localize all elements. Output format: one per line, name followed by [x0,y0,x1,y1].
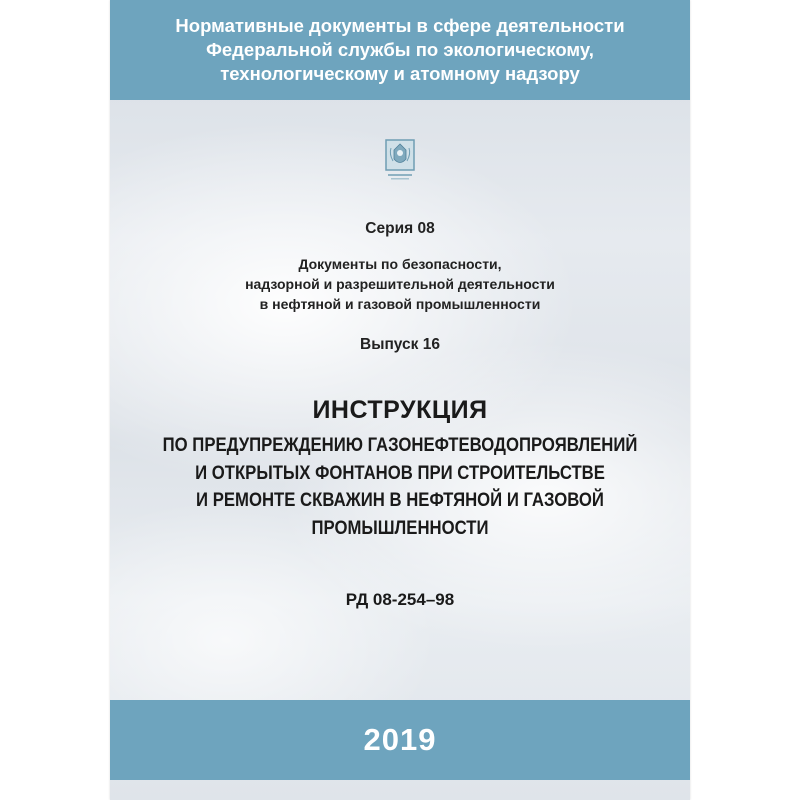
document-subtitle-line: И ОТКРЫТЫХ ФОНТАНОВ ПРИ СТРОИТЕЛЬСТВЕ [195,462,605,484]
document-code: РД 08-254–98 [345,590,455,609]
header-line: Федеральной службы по экологическому, [206,39,594,60]
document-subtitle [145,432,655,542]
book-cover [110,0,690,800]
series-label: Серия 08 [365,220,435,237]
header-line: технологическому и атомному надзору [220,63,580,84]
series-description-line: в нефтяной и газовой промышленности [259,296,541,312]
series-description-line: надзорной и разрешительной деятельности [245,276,555,292]
header-line: Нормативные документы в сфере деятельности [175,15,625,36]
document-subtitle-line: ПРОМЫШЛЕННОСТИ [311,517,489,539]
issue-label: Выпуск 16 [360,336,440,353]
document-title: ИНСТРУКЦИЯ [312,396,488,424]
series-description-line: Документы по безопасности, [298,256,502,272]
series-description [110,254,690,314]
header-band [110,0,690,100]
document-subtitle-line: И РЕМОНТЕ СКВАЖИН В НЕФТЯНОЙ И ГАЗОВОЙ [196,490,604,511]
emblem-icon [385,139,415,183]
document-subtitle-line: ПО ПРЕДУПРЕЖДЕНИЮ ГАЗОНЕФТЕВОДОПРОЯВЛЕНИЙ [162,435,638,456]
publication-year: 2019 [363,722,437,757]
footer-band [110,700,690,780]
